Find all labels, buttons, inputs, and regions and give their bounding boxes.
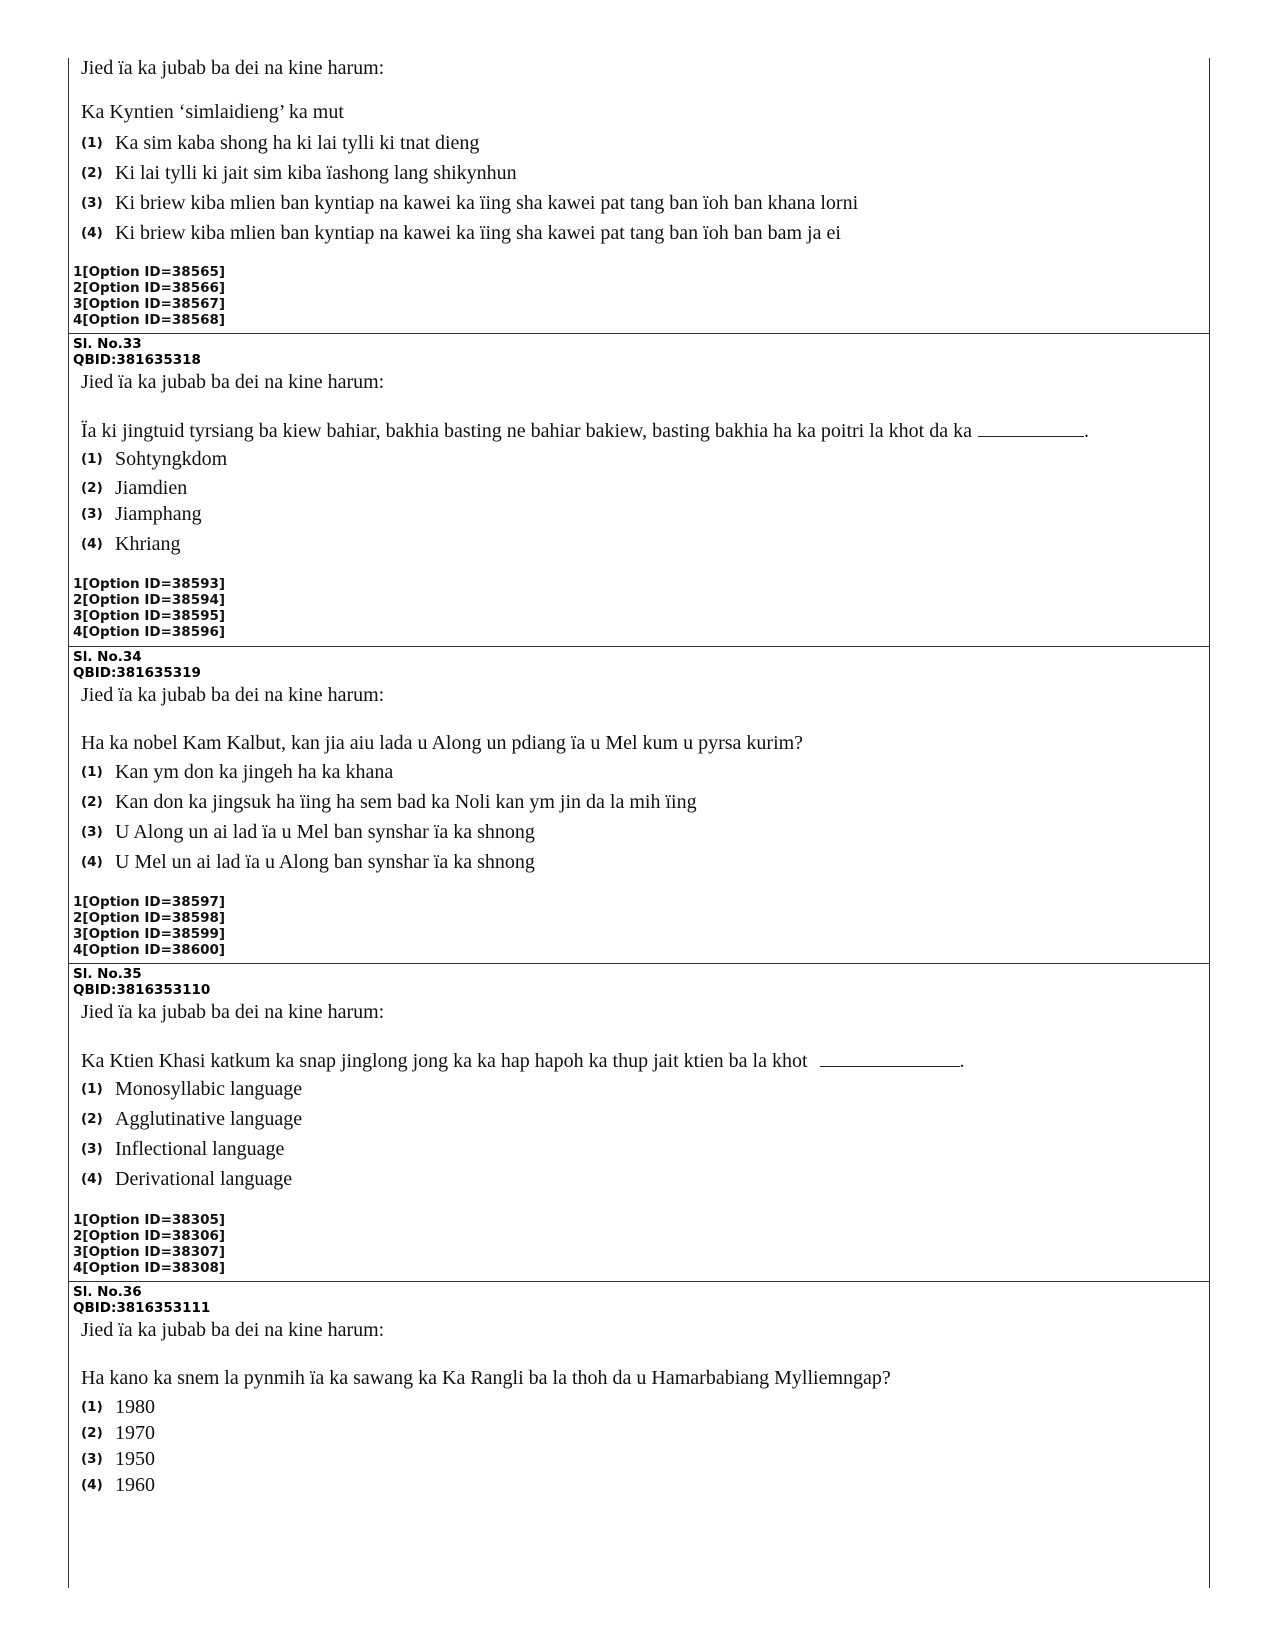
option-number: (2) xyxy=(81,1111,103,1127)
question-instruction: Jied ïa ka jubab ba dei na kine harum: xyxy=(81,1319,385,1341)
question-block-32 xyxy=(69,58,1209,333)
option-number: (3) xyxy=(81,195,103,211)
option-1 xyxy=(81,130,479,156)
option-2 xyxy=(81,475,187,501)
option-text: Ki lai tylli ki jait sim kiba ïashong lang shikynhun xyxy=(115,162,517,184)
option-text: 1950 xyxy=(115,1448,155,1470)
option-text: 1970 xyxy=(115,1422,155,1444)
option-text: Jiamphang xyxy=(115,503,202,525)
option-text: Ki briew kiba mlien ban kyntiap na kawei ka ïing sha kawei pat tang ban ïoh ban khana lorni xyxy=(115,192,859,214)
option-number: (1) xyxy=(81,135,103,151)
option-text: Kan ym don ka jingeh ha ka khana xyxy=(115,761,394,783)
option-id: 1[Option ID=38593] xyxy=(73,576,226,592)
option-id: 4[Option ID=38600] xyxy=(73,942,226,958)
option-id: 3[Option ID=38567] xyxy=(73,296,226,312)
serial-number: Sl. No.34 xyxy=(73,649,142,665)
question-text: Ka Kyntien ‘simlaidieng’ ka mut xyxy=(81,101,344,123)
serial-number: Sl. No.33 xyxy=(73,336,142,352)
option-number: (2) xyxy=(81,794,103,810)
question-sheet xyxy=(68,58,1210,1588)
option-number: (1) xyxy=(81,1081,103,1097)
option-number: (2) xyxy=(81,480,103,496)
option-id: 2[Option ID=38594] xyxy=(73,592,226,608)
question-bank-id: QBID:3816353111 xyxy=(73,1300,211,1316)
question-bank-id: QBID:3816353110 xyxy=(73,982,211,998)
option-number: (4) xyxy=(81,225,103,241)
option-number: (3) xyxy=(81,1451,103,1467)
option-id: 1[Option ID=38305] xyxy=(73,1212,226,1228)
option-id-list xyxy=(73,894,225,958)
question-text: Ka Ktien Khasi katkum ka snap jinglong jong ka ka hap hapoh ka thup jait ktien ba la khot . xyxy=(81,1050,965,1072)
option-2 xyxy=(81,160,517,186)
question-text: Ha ka nobel Kam Kalbut, kan jia aiu lada u Along un pdiang ïa u Mel kum u pyrsa kurim? xyxy=(81,732,804,754)
option-3 xyxy=(81,1446,155,1472)
question-block-35 xyxy=(69,963,1209,1282)
option-3 xyxy=(81,819,535,845)
question-block-36 xyxy=(69,1281,1209,1589)
option-1 xyxy=(81,759,393,785)
option-id-list xyxy=(73,1212,225,1276)
option-text: Agglutinative language xyxy=(115,1108,303,1130)
option-id: 3[Option ID=38307] xyxy=(73,1244,226,1260)
option-number: (3) xyxy=(81,506,103,522)
question-text-content: Ka Ktien Khasi katkum ka snap jinglong jong ka ka hap hapoh ka thup jait ktien ba la khot xyxy=(81,1050,808,1072)
option-number: (1) xyxy=(81,451,103,467)
option-4 xyxy=(81,849,535,875)
option-id-list xyxy=(73,576,225,640)
option-number: (4) xyxy=(81,536,103,552)
option-id: 4[Option ID=38568] xyxy=(73,312,226,328)
option-id: 2[Option ID=38598] xyxy=(73,910,226,926)
option-number: (2) xyxy=(81,165,103,181)
option-number: (3) xyxy=(81,824,103,840)
question-instruction: Jied ïa ka jubab ba dei na kine harum: xyxy=(81,57,385,79)
option-text: U Along un ai lad ïa u Mel ban synshar ïa ka shnong xyxy=(115,821,535,843)
option-number: (1) xyxy=(81,764,103,780)
option-4 xyxy=(81,1472,155,1498)
answer-blank xyxy=(820,1048,960,1067)
option-id: 1[Option ID=38565] xyxy=(73,264,226,280)
option-number: (3) xyxy=(81,1141,103,1157)
option-number: (1) xyxy=(81,1399,103,1415)
option-id: 3[Option ID=38599] xyxy=(73,926,226,942)
option-text: Sohtyngkdom xyxy=(115,448,228,470)
option-id-list xyxy=(73,264,225,328)
option-text: Derivational language xyxy=(115,1168,293,1190)
option-2 xyxy=(81,1106,302,1132)
option-id: 4[Option ID=38596] xyxy=(73,624,226,640)
serial-number: Sl. No.35 xyxy=(73,966,142,982)
option-text: Khriang xyxy=(115,533,181,555)
option-number: (4) xyxy=(81,1171,103,1187)
question-block-33 xyxy=(69,333,1209,647)
question-text: Ha kano ka snem la pynmih ïa ka sawang ka Ka Rangli ba la thoh da u Hamarbabiang Mylliemngap? xyxy=(81,1367,891,1389)
option-text: 1960 xyxy=(115,1474,155,1496)
option-text: Inflectional language xyxy=(115,1138,285,1160)
option-id: 4[Option ID=38308] xyxy=(73,1260,226,1276)
option-id: 2[Option ID=38566] xyxy=(73,280,226,296)
option-2 xyxy=(81,1420,155,1446)
question-bank-id: QBID:381635319 xyxy=(73,665,201,681)
option-1 xyxy=(81,1394,155,1420)
option-4 xyxy=(81,1166,292,1192)
option-3 xyxy=(81,501,202,527)
option-text: 1980 xyxy=(115,1396,155,1418)
question-bank-id: QBID:381635318 xyxy=(73,352,201,368)
option-1 xyxy=(81,446,227,472)
option-4 xyxy=(81,531,181,557)
option-id: 2[Option ID=38306] xyxy=(73,1228,226,1244)
option-number: (2) xyxy=(81,1425,103,1441)
option-2 xyxy=(81,789,697,815)
question-text: Ïa ki jingtuid tyrsiang ba kiew bahiar, bakhia basting ne bahiar bakiew, basting bakhia ha ka poitri la khot da ka . xyxy=(81,420,1089,442)
option-text: Ki briew kiba mlien ban kyntiap na kawei ka ïing sha kawei pat tang ban ïoh ban bam ja ei xyxy=(115,222,841,244)
option-id: 1[Option ID=38597] xyxy=(73,894,226,910)
option-3 xyxy=(81,190,858,216)
option-4 xyxy=(81,220,841,246)
option-3 xyxy=(81,1136,284,1162)
question-instruction: Jied ïa ka jubab ba dei na kine harum: xyxy=(81,684,385,706)
option-text: U Mel un ai lad ïa u Along ban synshar ïa ka shnong xyxy=(115,851,535,873)
question-instruction: Jied ïa ka jubab ba dei na kine harum: xyxy=(81,371,385,393)
answer-blank xyxy=(978,418,1084,437)
option-text: Ka sim kaba shong ha ki lai tylli ki tnat dieng xyxy=(115,132,480,154)
question-block-34 xyxy=(69,646,1209,964)
option-text: Kan don ka jingsuk ha ïing ha sem bad ka Noli kan ym jin da la mih ïing xyxy=(115,791,697,813)
option-number: (4) xyxy=(81,854,103,870)
option-text: Monosyllabic language xyxy=(115,1078,303,1100)
option-number: (4) xyxy=(81,1477,103,1493)
option-id: 3[Option ID=38595] xyxy=(73,608,226,624)
option-text: Jiamdien xyxy=(115,477,188,499)
serial-number: Sl. No.36 xyxy=(73,1284,142,1300)
question-instruction: Jied ïa ka jubab ba dei na kine harum: xyxy=(81,1001,385,1023)
option-1 xyxy=(81,1076,302,1102)
question-text-content: Ïa ki jingtuid tyrsiang ba kiew bahiar, bakhia basting ne bahiar bakiew, basting bakhia ha ka poitri la khot da ka xyxy=(81,420,972,442)
